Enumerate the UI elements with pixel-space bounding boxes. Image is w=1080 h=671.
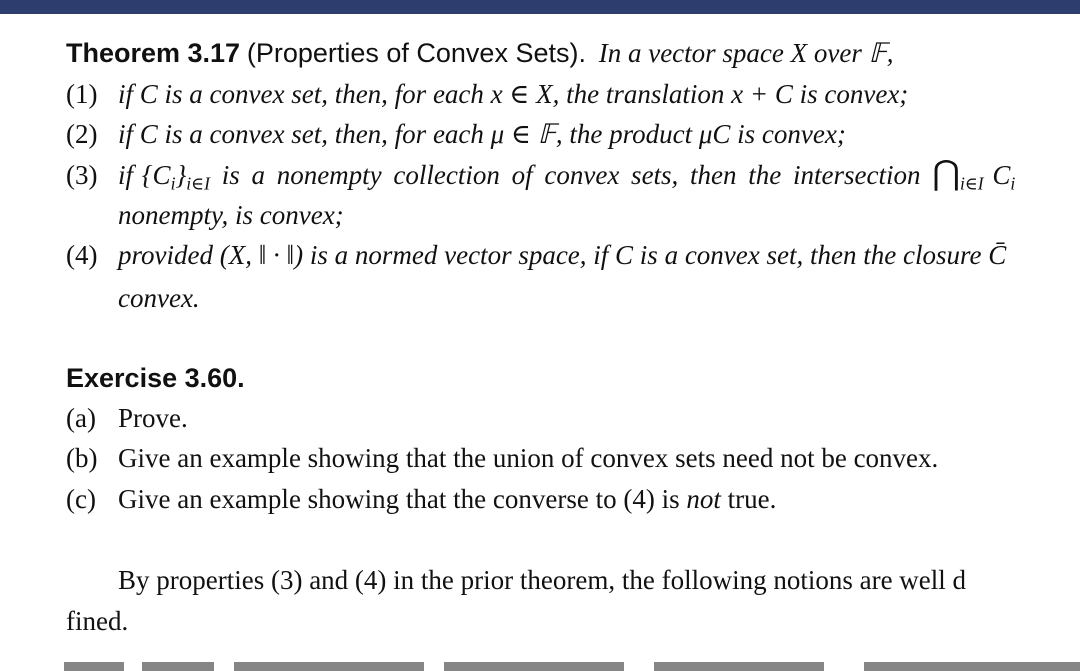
- exercise-heading: Exercise 3.60.: [66, 363, 245, 393]
- theorem-item-3-continuation: nonempty, is convex;: [118, 200, 344, 230]
- theorem-item-2: [66, 117, 846, 151]
- item-text: Give an example showing that the union of convex sets need not be convex.: [118, 443, 939, 473]
- item-text: Prove.: [118, 403, 188, 433]
- item-text-tail: C: [983, 160, 1011, 190]
- item-text-post: true.: [720, 484, 777, 514]
- paragraph-line-1: By properties (3) and (4) in the prior theorem, the following notions are well d: [118, 565, 967, 595]
- subscript-i: i: [1010, 173, 1016, 194]
- item-number: (2): [66, 119, 98, 149]
- intersection-symbol: ⋂: [932, 155, 960, 192]
- item-text: if C is a convex set, then, for each μ ∈ 𝔽, the product μC is convex;: [118, 119, 846, 149]
- exercise-item-c: [66, 482, 776, 516]
- item-text-pre: if {C: [118, 160, 171, 190]
- item-number: (4): [66, 240, 98, 270]
- theorem-intro: In a vector space X over 𝔽,: [598, 38, 894, 68]
- theorem-item-4-continuation: convex.: [118, 283, 200, 313]
- item-text: is a nonempty collection of convex sets, then the intersection: [209, 160, 933, 190]
- item-text: provided (X, ‖ · ‖) is a normed vector space, if C is a convex set, then the closure C̄: [118, 240, 1007, 270]
- cut-off-text-line: [64, 658, 1080, 671]
- subscript-i: i: [170, 173, 176, 194]
- theorem-heading: Theorem 3.17: [66, 38, 241, 68]
- item-text-emphasis: not: [686, 484, 721, 514]
- theorem-heading-line: [66, 36, 894, 70]
- theorem-item-4: [66, 238, 1006, 272]
- theorem-item-1: [66, 77, 908, 111]
- item-number: (a): [66, 403, 96, 433]
- item-text-brace: }: [175, 160, 187, 190]
- subscript-index-set: i∈I: [959, 173, 984, 194]
- item-number: (1): [66, 79, 98, 109]
- item-text: if C is a convex set, then, for each x ∈ X, the translation x + C is convex;: [118, 79, 909, 109]
- item-number: (c): [66, 484, 96, 514]
- paragraph-line-2: fined.: [66, 606, 129, 636]
- subscript-index-set: i∈I: [186, 173, 210, 194]
- item-text-pre: Give an example showing that the converse to (4) is: [118, 484, 687, 514]
- theorem-title: (Properties of Convex Sets).: [246, 38, 586, 68]
- exercise-item-a: [66, 401, 188, 435]
- exercise-item-b: [66, 441, 938, 475]
- theorem-item-3: [66, 155, 1016, 194]
- item-number: (b): [66, 443, 98, 473]
- item-number: (3): [66, 160, 98, 190]
